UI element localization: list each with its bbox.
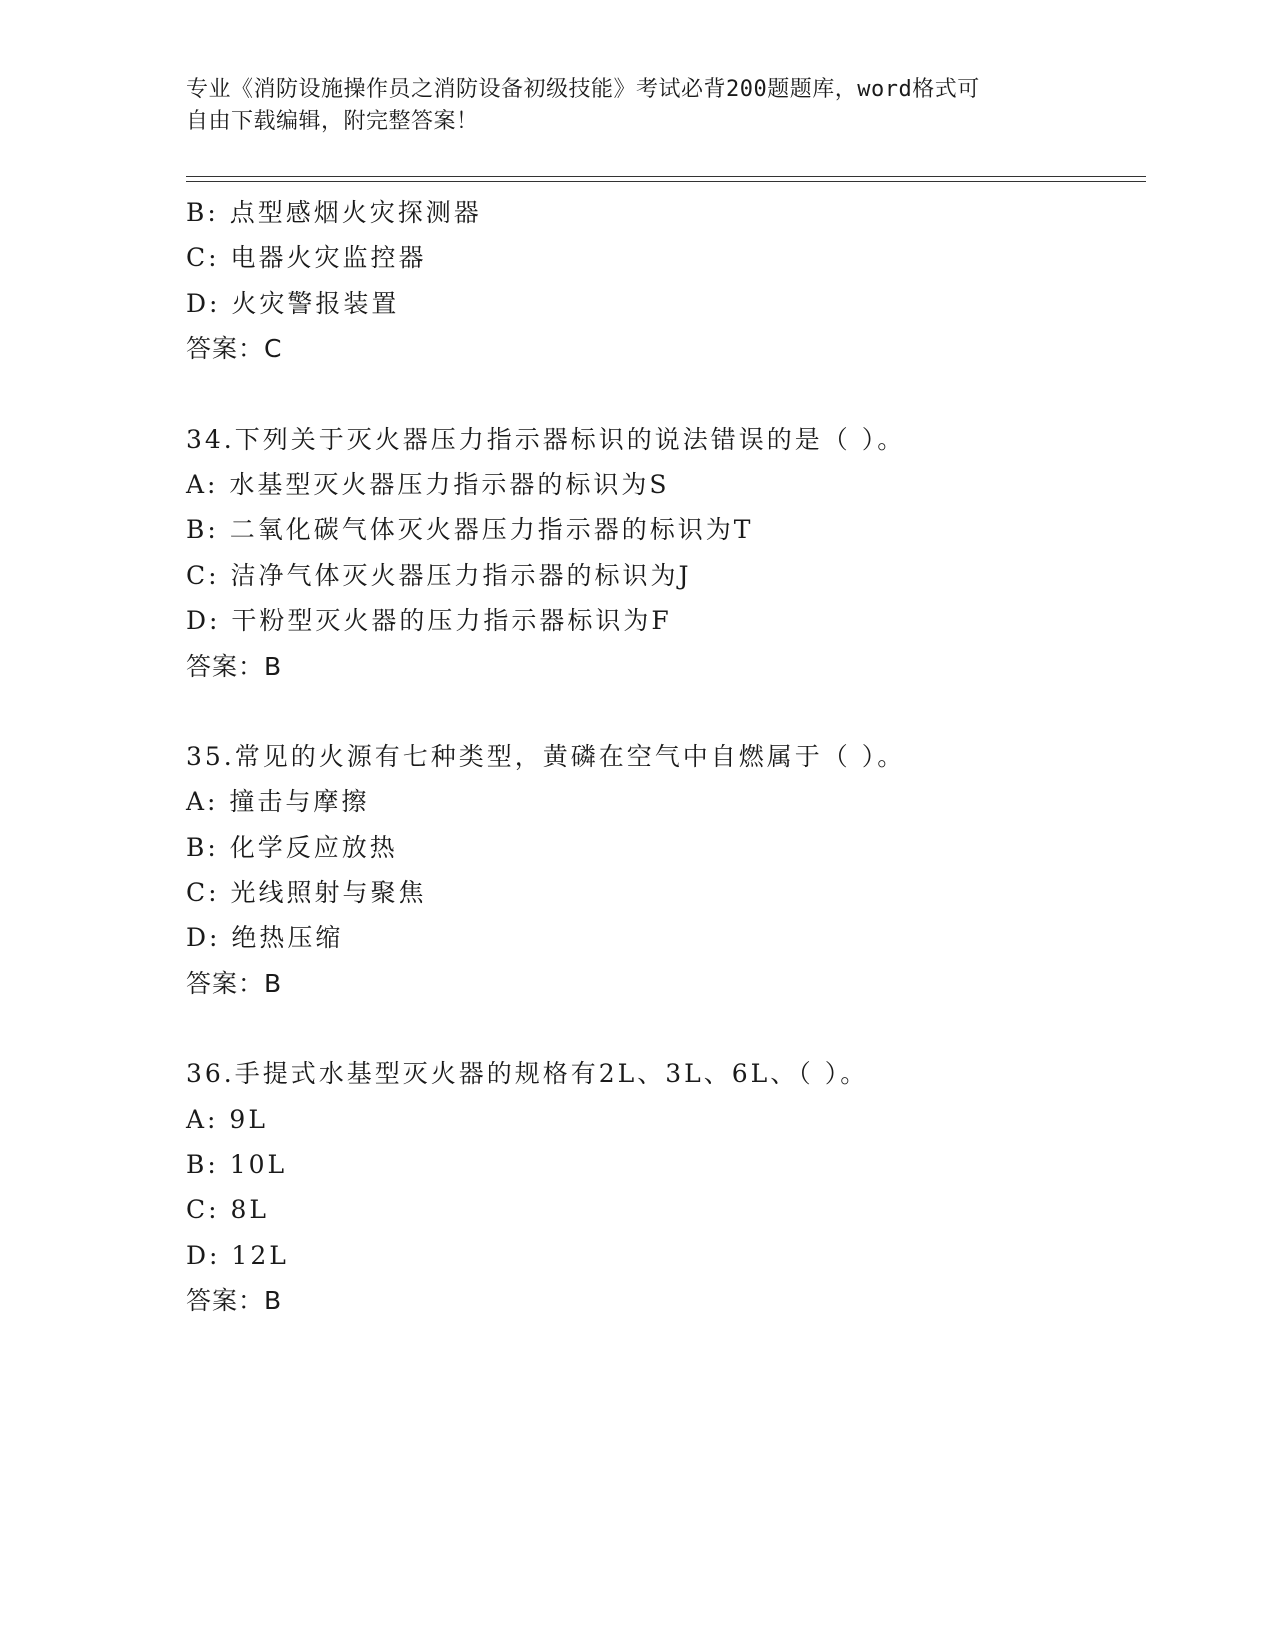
header-divider-top <box>186 176 1146 177</box>
question-list <box>186 190 1146 1324</box>
option-c: C: 光线照射与聚焦 <box>186 878 427 908</box>
header-line-2: 自由下载编辑，附完整答案！ <box>186 109 479 134</box>
option-a: A: 水基型灭火器压力指示器的标识为S <box>186 469 670 499</box>
question-34 <box>186 417 1146 689</box>
option-b: B: 化学反应放热 <box>186 832 398 862</box>
option-d: D: 绝热压缩 <box>186 923 344 953</box>
question-33-tail <box>186 190 1146 372</box>
option-a: A: 撞击与摩擦 <box>186 787 370 817</box>
option-c: C: 电器火灾监控器 <box>186 243 427 273</box>
option-d: D: 干粉型灭火器的压力指示器标识为F <box>186 606 672 636</box>
question-stem: 35.常见的火源有七种类型，黄磷在空气中自燃属于（ ）。 <box>186 741 906 771</box>
question-35 <box>186 734 1146 1006</box>
option-c: C: 洁净气体灭火器压力指示器的标识为J <box>186 560 692 590</box>
answer-line: 答案：B <box>186 651 283 681</box>
answer-line: 答案：B <box>186 1286 283 1316</box>
option-b: B: 二氧化碳气体灭火器压力指示器的标识为T <box>186 515 754 545</box>
answer-line: 答案：B <box>186 968 283 998</box>
option-b: B: 点型感烟火灾探测器 <box>186 198 482 227</box>
option-c: C: 8L <box>186 1195 270 1225</box>
header-line-1: 专业《消防设施操作员之消防设备初级技能》考试必背200题题库，word格式可 <box>186 77 980 102</box>
question-stem: 36.手提式水基型灭火器的规格有2L、3L、6L、（ ）。 <box>186 1059 869 1089</box>
option-b: B: 10L <box>186 1150 288 1180</box>
document-header <box>186 74 1066 138</box>
question-36 <box>186 1051 1146 1323</box>
option-a: A: 9L <box>186 1104 268 1134</box>
option-d: D: 火灾警报装置 <box>186 288 400 318</box>
header-divider-bottom <box>186 181 1146 182</box>
answer-line: 答案：C <box>186 334 283 364</box>
question-stem: 34.下列关于灭火器压力指示器标识的说法错误的是（ ）。 <box>186 424 906 454</box>
option-d: D: 12L <box>186 1240 289 1270</box>
